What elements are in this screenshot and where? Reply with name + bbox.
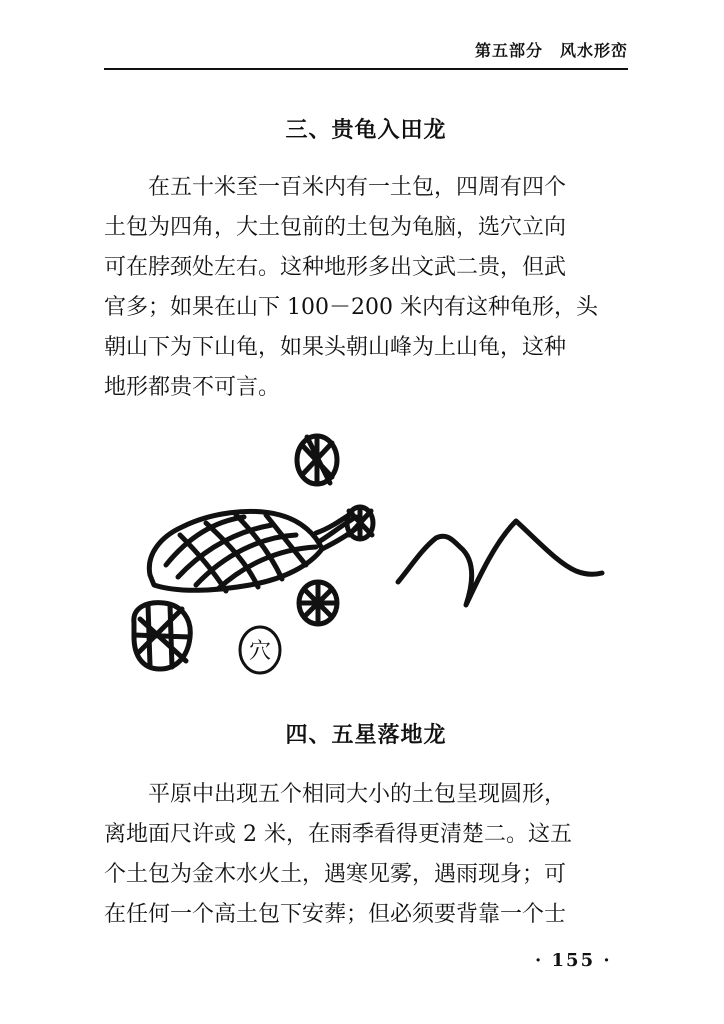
para-line: 平原中出现五个相同大小的土包呈现圆形，	[148, 782, 567, 807]
para-line: 地形都贵不可言。	[104, 375, 281, 400]
page-number: · 155 ·	[535, 950, 612, 971]
para-line: 朝山下为下山龟，如果头朝山峰为上山龟，这种	[104, 335, 567, 360]
para-line: 可在脖颈处左右。这种地形多出文武二贵，但武	[104, 255, 567, 280]
turtle-shell	[149, 511, 322, 591]
para-line: 个土包为金木水火土，遇寒见雾，遇雨现身；可	[104, 862, 567, 887]
paragraph-five-stars	[104, 775, 628, 935]
section-title-turtle: 三、贵龟入田龙	[285, 118, 447, 143]
para-line: 在五十米至一百米内有一土包，四周有四个	[148, 175, 567, 200]
para-line: 离地面尺许或 2 米，在雨季看得更清楚二。这五	[104, 822, 572, 847]
turtle-terrain-figure	[120, 425, 620, 690]
mountain-range	[398, 521, 602, 605]
burial-point-label: 穴	[248, 639, 272, 664]
section-title-five-stars: 四、五星落地龙	[285, 723, 447, 748]
para-line: 在任何一个高土包下安葬；但必须要背靠一个士	[104, 902, 567, 927]
para-line: 土包为四角，大土包前的土包为龟脑，选穴立向	[104, 215, 567, 240]
lower-left-mound	[134, 603, 190, 669]
running-header	[104, 38, 628, 70]
para-line: 官多；如果在山下 100－200 米内有这种龟形，头	[104, 295, 598, 320]
paragraph-turtle	[104, 168, 628, 408]
right-mound	[299, 582, 337, 624]
top-mound	[297, 436, 337, 484]
header-text: 第五部分 风水形峦	[474, 41, 628, 60]
figure-drawing	[120, 425, 620, 690]
